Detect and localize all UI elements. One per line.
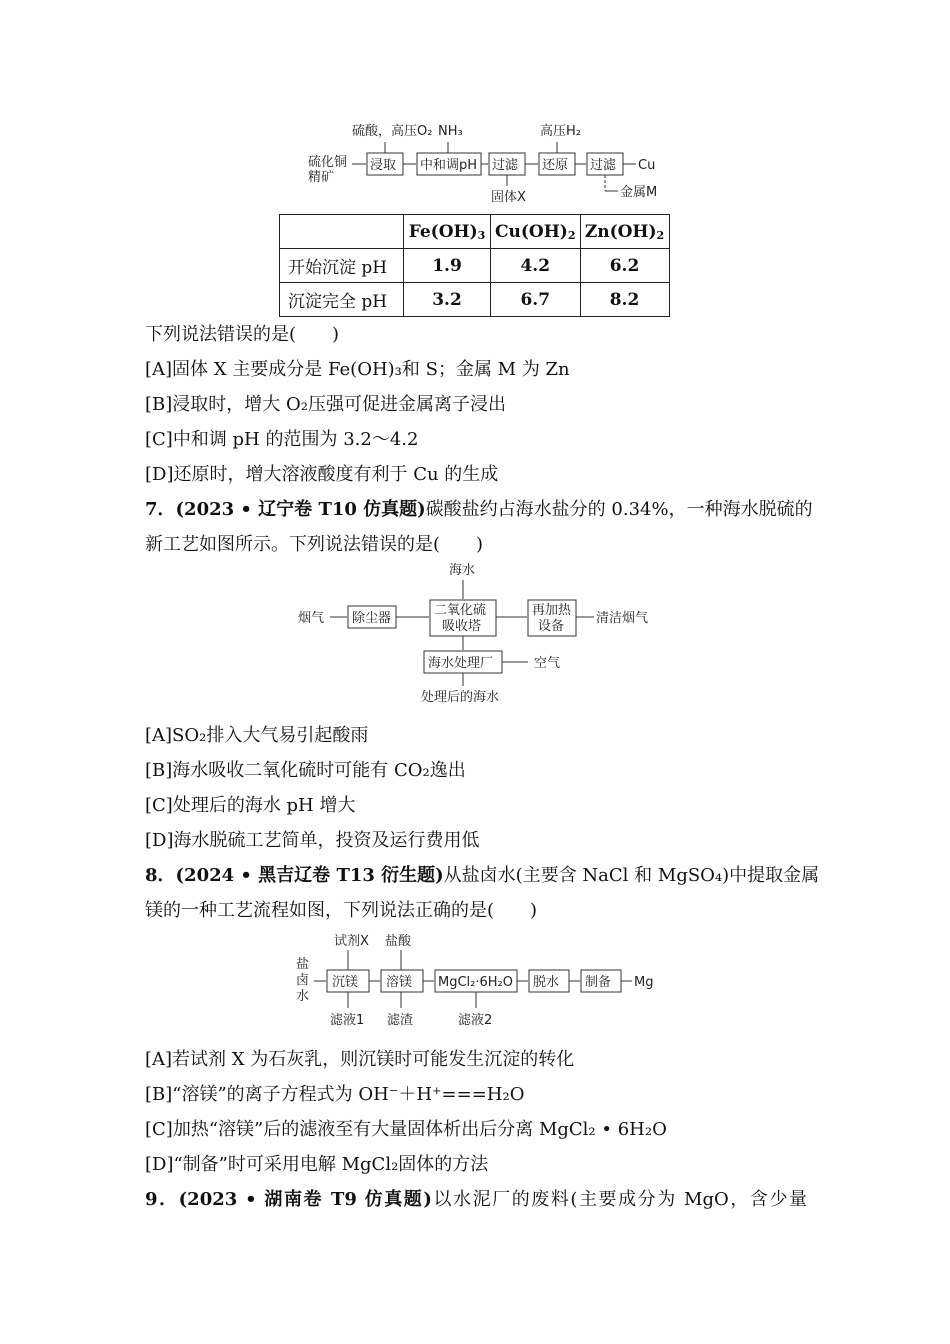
- step-label: 海水处理厂: [428, 656, 494, 671]
- question-7-line1: 7．(2023 • 辽宁卷 T10 仿真题)碳酸盐约占海水盐分的 0.34%，一种海水脱硫的: [145, 499, 813, 520]
- question-8-line1: 8．(2024 • 黑吉辽卷 T13 衍生题)从盐卤水(主要含 NaCl 和 MgSO₄)中提取金属: [145, 865, 820, 886]
- table-cell: 6.7: [491, 283, 581, 317]
- input-label: 水: [296, 989, 310, 1004]
- option-b: [B]海水吸收二氧化硫时可能有 CO₂逸出: [145, 760, 466, 781]
- step-label: 吸收塔: [442, 619, 482, 634]
- table-cell: 4.2: [491, 249, 581, 283]
- step-label: 浸取: [370, 158, 397, 173]
- input-label: 卤: [296, 973, 310, 988]
- step-label: 二氧化硫: [434, 603, 487, 618]
- product-label: Cu: [638, 158, 656, 173]
- table-cell: 3.2: [404, 283, 491, 317]
- step-label: 除尘器: [352, 611, 392, 626]
- option-a: [A]SO₂排入大气易引起酸雨: [145, 725, 369, 746]
- step-label: 还原: [542, 158, 569, 173]
- table-cell: 1.9: [404, 249, 491, 283]
- question-stem: 下列说法错误的是( ): [145, 324, 340, 345]
- waste-label: 滤渣: [387, 1013, 414, 1028]
- step-label: MgCl₂·6H₂O: [438, 975, 513, 990]
- reagent-label: NH₃: [438, 124, 463, 139]
- diagram-label: 清洁烟气: [596, 611, 649, 626]
- step-label: 沉镁: [332, 975, 359, 990]
- option-b: [B]浸取时，增大 O₂压强可促进金属离子浸出: [145, 394, 506, 415]
- option-c: [C]中和调 pH 的范围为 3.2～4.2: [145, 429, 419, 450]
- reagent-label: 硫酸，高压O₂: [352, 124, 433, 139]
- question-9-line1: 9．(2023 • 湖南卷 T9 仿真题)以水泥厂的废料(主要成分为 MgO，含少量: [145, 1189, 808, 1210]
- product-label: 金属M: [620, 185, 658, 200]
- question-7-line2: 新工艺如图所示。下列说法错误的是( ): [145, 534, 484, 555]
- input-label: 盐: [296, 957, 310, 972]
- table-cell: 开始沉淀 pH: [280, 249, 404, 283]
- step-label: 溶镁: [386, 975, 413, 990]
- question-8-line2: 镁的一种工艺流程如图，下列说法正确的是( ): [145, 900, 538, 921]
- waste-label: 滤液1: [330, 1013, 365, 1028]
- reagent-label: 试剂X: [334, 934, 369, 949]
- input-label: 硫化铜: [308, 155, 348, 170]
- diagram-label: 烟气: [298, 611, 325, 626]
- table-cell: 沉淀完全 pH: [280, 283, 404, 317]
- option-c: [C]处理后的海水 pH 增大: [145, 795, 356, 816]
- table-cell: $Fe(OH)_3$: [404, 215, 491, 249]
- step-label: 设备: [538, 619, 565, 634]
- waste-label: 滤液2: [458, 1013, 493, 1028]
- table-cell: $Cu(OH)_2$: [491, 215, 581, 249]
- reagent-label: 盐酸: [385, 934, 412, 949]
- option-d: [D]还原时，增大溶液酸度有利于 Cu 的生成: [145, 464, 499, 485]
- table-cell: $Zn(OH)_2$: [580, 215, 669, 249]
- option-a: [A]固体 X 主要成分是 Fe(OH)₃和 S；金属 M 为 Zn: [145, 359, 570, 380]
- option-b: [B]“溶镁”的离子方程式为 OH⁻＋H⁺===H₂O: [145, 1084, 525, 1105]
- step-label: 过滤: [492, 158, 519, 173]
- table-cell: 8.2: [580, 283, 669, 317]
- step-label: 再加热: [532, 603, 572, 618]
- step-label: 中和调pH: [420, 158, 478, 173]
- table-cell: 6.2: [580, 249, 669, 283]
- option-c: [C]加热“溶镁”后的滤液至有大量固体析出后分离 MgCl₂ • 6H₂O: [145, 1119, 667, 1140]
- diagram-label: 空气: [534, 656, 561, 671]
- reagent-label: 高压H₂: [540, 124, 581, 139]
- product-label: 固体X: [491, 190, 526, 205]
- product-label: Mg: [634, 975, 654, 990]
- step-label: 制备: [585, 975, 612, 990]
- diagram-label: 海水: [449, 563, 476, 578]
- option-d: [D]海水脱硫工艺简单，投资及运行费用低: [145, 830, 480, 851]
- option-d: [D]“制备”时可采用电解 MgCl₂固体的方法: [145, 1154, 489, 1175]
- diagram-label: 处理后的海水: [421, 690, 500, 705]
- step-label: 脱水: [533, 975, 560, 990]
- step-label: 过滤: [590, 158, 617, 173]
- input-label: 精矿: [308, 170, 335, 185]
- option-a: [A]若试剂 X 为石灰乳，则沉镁时可能发生沉淀的转化: [145, 1049, 575, 1070]
